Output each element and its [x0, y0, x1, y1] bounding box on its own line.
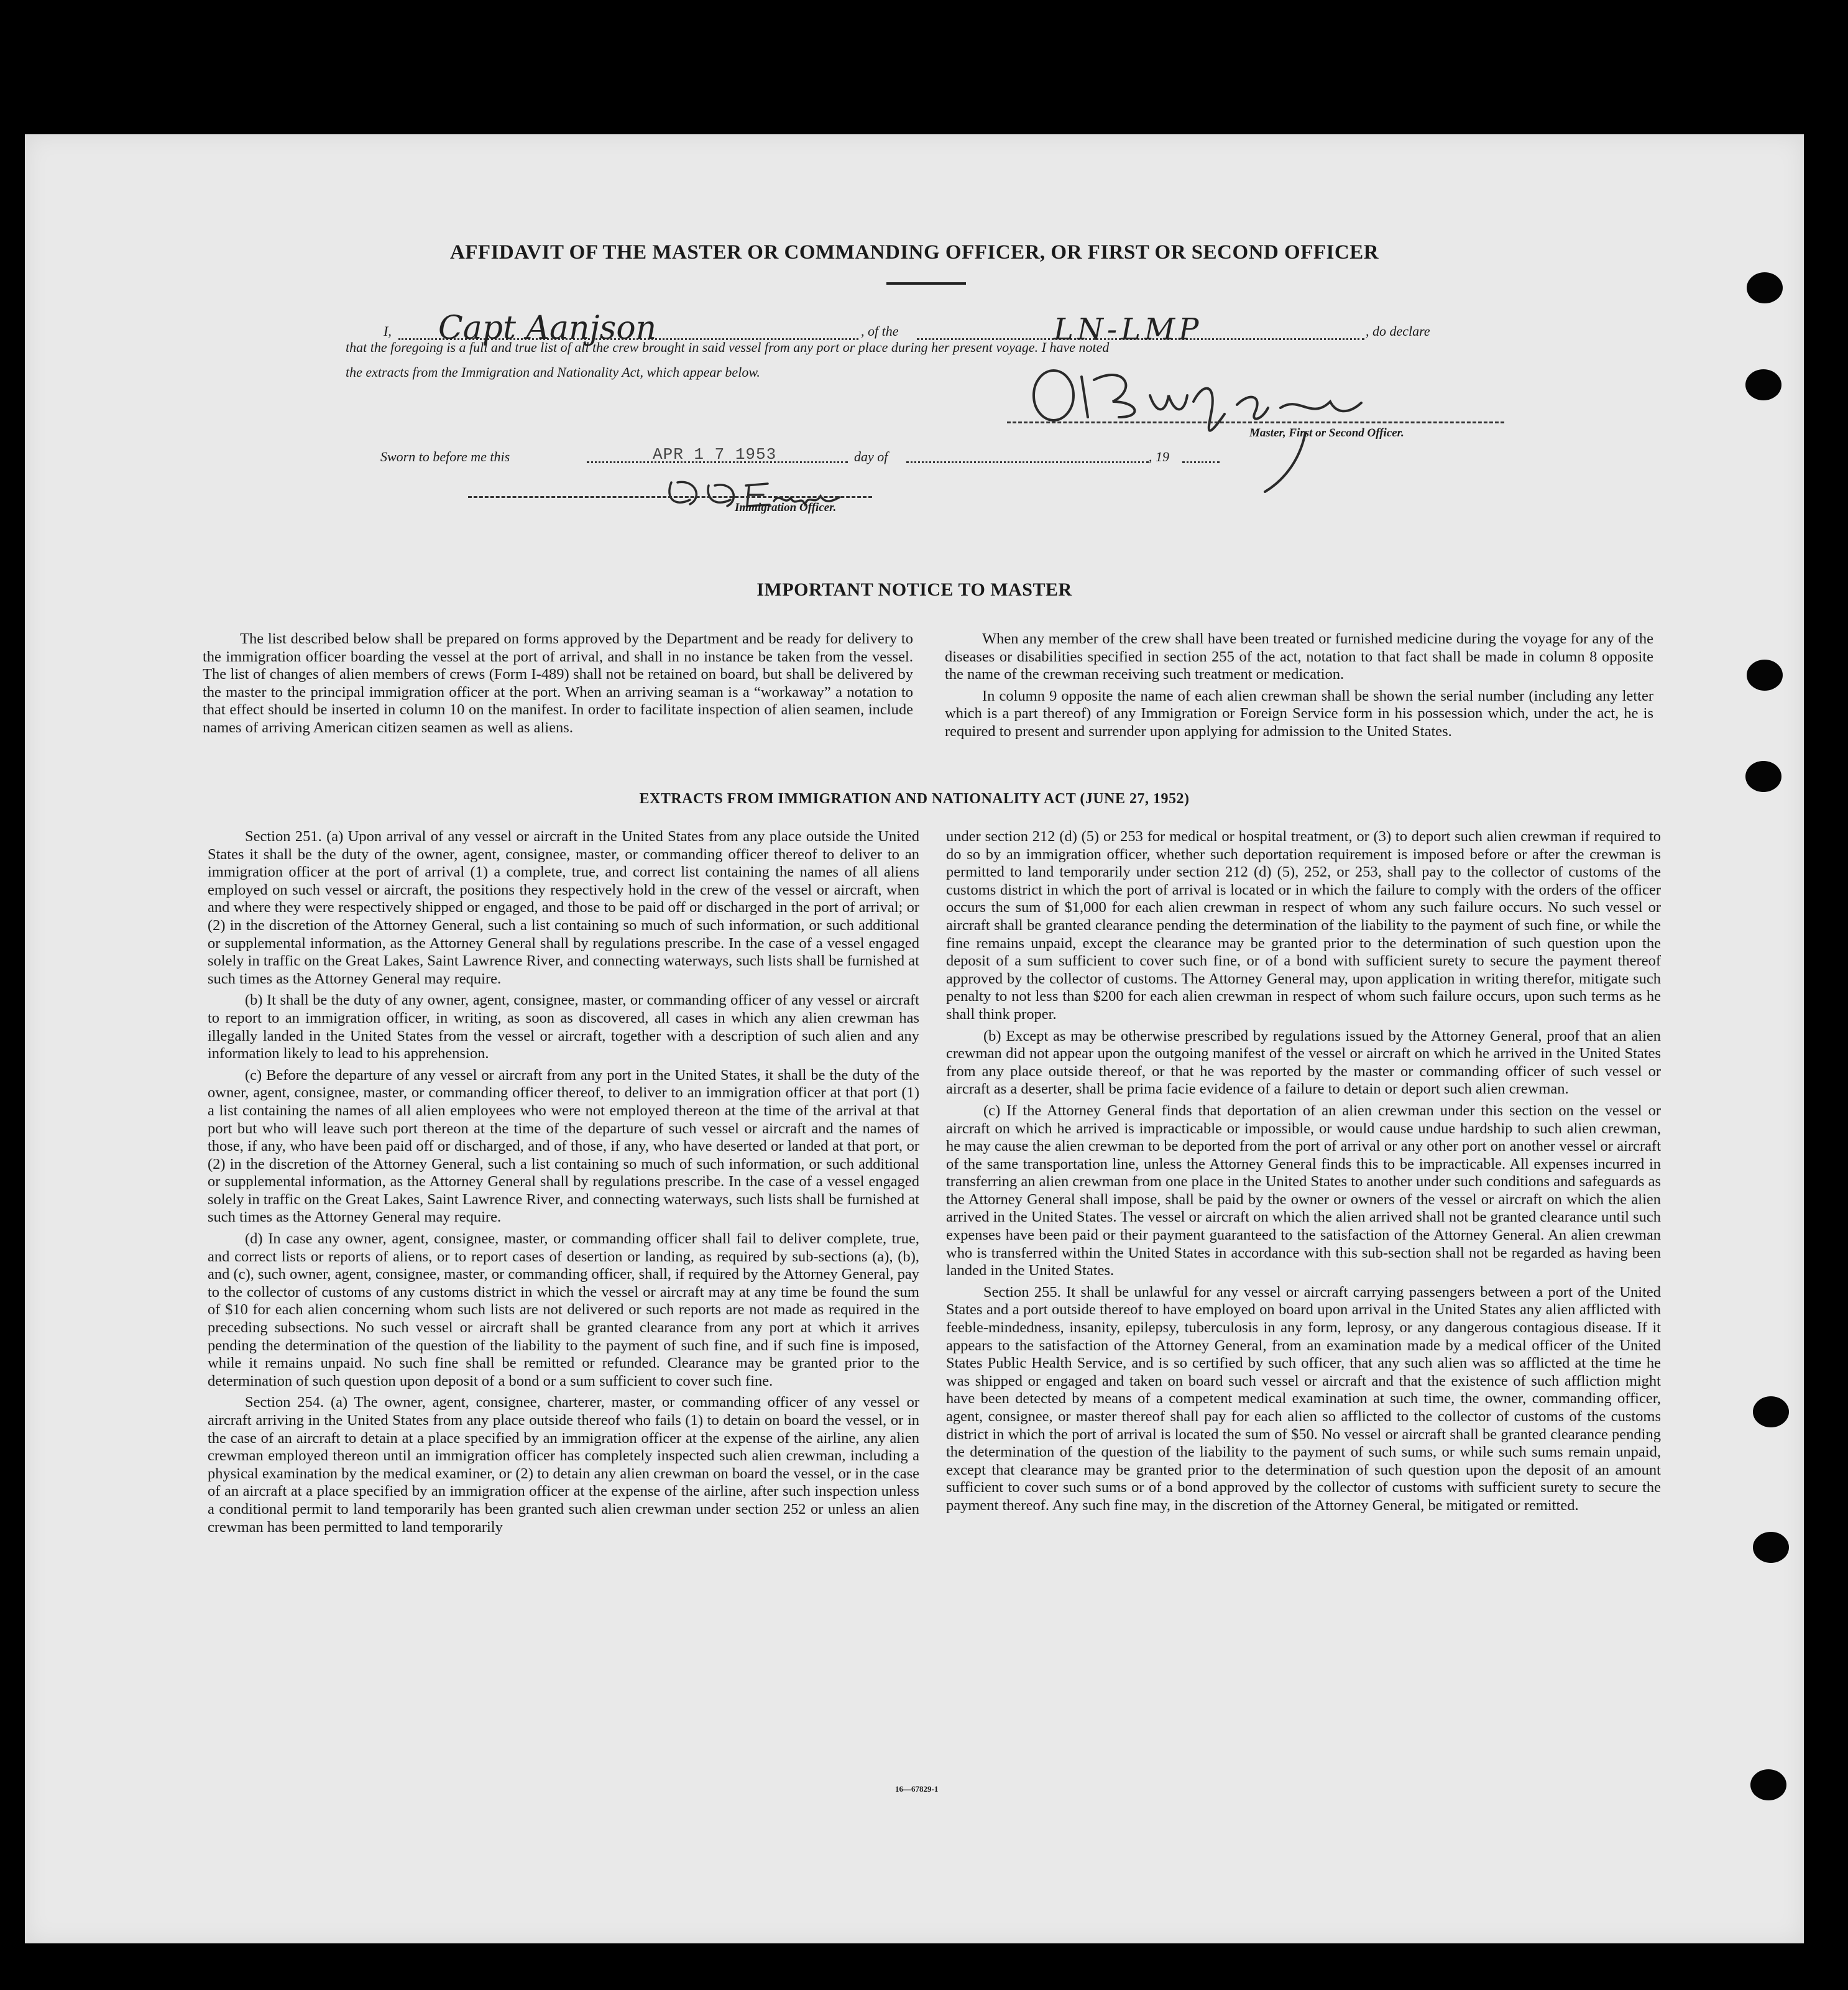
of-the-label: , of the — [861, 323, 899, 339]
extracts-left-column — [208, 828, 919, 1540]
form-number: 16—67829-1 — [895, 1784, 939, 1794]
section-251-a: Section 251. (a) Upon arrival of any vessel or aircraft in the United States from any place outside the United States it shall be the duty of the owner, agent, consignee, master, or commanding officer thereof to deliver to an immigration officer at the port of arrival (1) a complete, true, and correct list containing the names of all aliens employed on such vessel or aircraft, the positions they respectively hold in the crew of the vessel or aircraft, when and where they were respectively shipped or engaged, and those to be paid off or discharged in the port of arrival; or (2) in the discretion of the Attorney General, such a list containing so much of such information, or such additional or supplemental information, as the Attorney General shall by regulations prescribe. In the case of a vessel engaged solely in traffic on the Great Lakes, Saint Lawrence River, and connecting waterways, such lists shall be furnished at such times as the Attorney General may require. — [208, 828, 919, 987]
punch-hole — [1745, 761, 1781, 792]
officer-label: Immigration Officer. — [735, 501, 837, 514]
punch-hole — [1753, 1532, 1789, 1563]
month-field — [906, 461, 1149, 463]
officer-signature-line — [468, 496, 872, 498]
title-divider — [886, 282, 966, 285]
master-signature-line — [1007, 421, 1504, 423]
i-label: I, — [384, 323, 392, 339]
section-254-a-cont: under section 212 (d) (5) or 253 for medical or hospital treatment, or (3) to deport such alien crewman if required to do so by an immigration officer, whether such deportation requirement is imposed before or after the crewman is permitted to land temporarily under section 212 (d) (5), 252, or 253, shall pay to the collector of customs of the customs district in which the port of arrival is located or in which the failure to comply with the orders of the officer occurs the sum of $1,000 for each alien crewman in respect of whom any such failure occurs. No such vessel or aircraft shall be granted clearance pending the determination of the liability to the payment of such fine, or while the fine remains unpaid, except the clearance may be granted prior to the determination of such question upon the deposit of a sum sufficient to cover such fine, or of a bond with sufficient surety to secure the payment thereof approved by the collector of customs. The Attorney General may, upon application in writing therefor, mitigate such penalty to not less than $200 for each alien crewman in respect of whom such failure occurs, upon such terms as he shall think proper. — [946, 828, 1661, 1023]
section-254-a: Section 254. (a) The owner, agent, consignee, charterer, master, or commanding officer of any vessel or aircraft arriving in the United States from any place outside thereof who fails (1) to detain on board the vessel, or in the case of an aircraft to detain at a place specified by an immigration officer at the expense of the airline, any alien crewman employed thereon until an immigration officer has completely inspected such alien crewman, including a physical examination by the medical examiner, or (2) to detain any alien crewman on board the vessel, or in the case of an aircraft at a place specified by an immigration officer at the expense of the airline, after such inspection unless a conditional permit to land temporarily has been granted such alien crewman under section 252 or unless an alien crewman has been permitted to land temporarily — [208, 1394, 919, 1536]
notice-right-column — [945, 630, 1653, 745]
punch-hole — [1750, 1769, 1786, 1800]
section-254-c: (c) If the Attorney General finds that deportation of an alien crewman under this section on the vessel or aircraft on which he arrived is impracticable or impossible, or would cause undue hardship to such alien crewman, he may cause the alien crewman to be deported from the port of arrival or any other port on another vessel or aircraft of the same transportation line, unless the Attorney General finds this to be impracticable. All expenses incurred in transferring an alien crewman from one place in the United States to another under such conditions and safeguards as the Attorney General shall impose, shall be paid by the owner or owners of the vessel or aircraft on which the alien arrived in the United States. The vessel or aircraft on which the alien arrived shall not be granted clearance until such expenses have been paid or their payment guaranteed to the satisfaction of the Attorney General. An alien crewman who is transferred within the United States in accordance with this sub-section shall not be regarded as having been landed in the United States. — [946, 1102, 1661, 1279]
section-251-c: (c) Before the departure of any vessel or aircraft from any port in the United States, it shall be the duty of the owner, agent, consignee, master, or commanding officer thereof, to deliver to an immigration officer at that port (1) a list containing the names of all alien employees who were not employed thereon at the time of the arrival at that port but who will leave such port thereon at the time of the departure of such vessel or aircraft and the names of those, if any, who have been paid off or discharged, and of those, if any, who have deserted or landed at that port, or (2) in the discretion of the Attorney General, such a list containing so much of such information, or such additional or supplemental information, as the Attorney General shall by regulations prescribe. In the case of a vessel engaged solely in traffic on the Great Lakes, Saint Lawrence River, and connecting waterways, such lists shall be furnished at such times as the Attorney General may require. — [208, 1066, 919, 1226]
section-251-b: (b) It shall be the duty of any owner, agent, consignee, master, or commanding officer of any vessel or aircraft to report to an immigration officer, in writing, as soon as discovered, all cases in which any alien crewman has illegally landed in the United States from the vessel or aircraft, together with a description of such alien and any information likely to lead to his apprehension. — [208, 992, 919, 1062]
affidavit-title: AFFIDAVIT OF THE MASTER OR COMMANDING OFFICER, OR FIRST OR SECOND OFFICER — [449, 241, 1379, 264]
day-of-label: day of — [854, 449, 888, 464]
affidavit-line-3: the extracts from the Immigration and Nationality Act, which appear below. — [346, 364, 760, 380]
master-label: Master, First or Second Officer. — [1249, 426, 1404, 440]
notice-left-column — [203, 630, 913, 741]
sworn-date-stamp: APR 1 7 1953 — [653, 445, 777, 464]
vessel-name-handwriting: LN-LMP — [1054, 312, 1203, 347]
notice-title: IMPORTANT NOTICE TO MASTER — [756, 579, 1072, 600]
section-251-d: (d) In case any owner, agent, consignee, master, or commanding officer shall fail to deliver complete, true, and correct lists or reports of aliens, or to report cases of desertion or landing, as required by sub-sections (a), (b), and (c), such owner, agent, consignee, master, or commanding officer, shall, if required by the Attorney General, pay to the collector of customs of any customs district in which the vessel or aircraft may at any time be found the sum of $10 for each alien concerning whom such lists are not delivered or such reports are not made as required in the preceding subsections. No such vessel or aircraft shall be granted clearance from any port at which it arrives pending the determination of the question of the liability to the payment of such fine, and if such fine is imposed, while it remains unpaid. No such fine shall be remitted or refunded. Clearance may be granted prior to the determination of such question upon deposit of a bond or a sum sufficient to cover such fine. — [208, 1230, 919, 1389]
punch-hole — [1753, 1396, 1789, 1427]
notice-right-text-2: In column 9 opposite the name of each alien crewman shall be shown the serial number (including any letter which is a part thereof) of any Immigration or Foreign Service form in his possession which, under the act, he is required to present and surrender upon applying for admission to the United States. — [945, 687, 1653, 740]
extracts-title: EXTRACTS FROM IMMIGRATION AND NATIONALITY ACT (JUNE 27, 1952) — [639, 791, 1190, 807]
punch-hole — [1747, 660, 1783, 691]
punch-hole — [1747, 272, 1783, 303]
document-page — [25, 134, 1804, 1943]
notice-left-text: The list described below shall be prepared on forms approved by the Department and be ready for delivery to the immigration officer boarding the vessel at the port of arrival, and shall in no instance be taken from the vessel. The list of changes of alien members of crews (Form I-489) shall not be retained on board, but shall be delivered by the master to the principal immigration officer at the port. When an arriving seaman is a “workaway” a notation to that effect should be inserted in column 10 on the manifest. In order to facilitate inspection of alien seamen, include names of arriving American citizen seamen as well as aliens. — [203, 630, 913, 736]
captain-name-handwriting: Capt Aanjson — [438, 310, 657, 347]
punch-hole — [1745, 369, 1781, 400]
notice-right-text-1: When any member of the crew shall have been treated or furnished medicine during the voyage for any of the diseases or disabilities specified in section 255 of the act, notation to that fact shall be made in column 8 opposite the name of the crewman receiving such treatment or medication. — [945, 630, 1653, 683]
year-field — [1182, 461, 1220, 463]
extracts-right-column — [946, 828, 1661, 1519]
sworn-label: Sworn to before me this — [380, 449, 510, 464]
section-255: Section 255. It shall be unlawful for any vessel or aircraft carrying passengers between a port of the United States and a port outside thereof to have employed on board upon arrival in the United States any alien afflicted with feeble-mindedness, insanity, epilepsy, tuberculosis in any form, leprosy, or any dangerous contagious disease. If it appears to the satisfaction of the Attorney General, from an examination made by a medical officer of the United States Public Health Service, and is so certified by such officer, that any such alien was so afflicted at the time he was shipped or engaged and taken on board such vessel or aircraft and that the existence of such affliction might have been detected by means of a competent medical examination at such time, the owner, commanding officer, agent, consignee, or master thereof shall pay for each alien so afflicted to the collector of customs of the customs district in which the port of arrival is located the sum of $50. No vessel or aircraft shall be granted clearance pending the determination of the question of the liability to the payment of such sums, or while such sums remain unpaid, except that clearance may be granted prior to the determination of such question upon the deposit of an amount sufficient to cover such sums or of a bond approved by the collector of customs with sufficient surety to secure the payment thereof. Any such fine may, in the discretion of the Attorney General, be mitigated or remitted. — [946, 1283, 1661, 1514]
affidavit-line-2: that the foregoing is a full and true list of all the crew brought in said vessel from any port or place during her present voyage. I have noted — [346, 339, 1110, 355]
section-254-b: (b) Except as may be otherwise prescribed by regulations issued by the Attorney General, proof that an alien crewman did not appear upon the outgoing manifest of the vessel or aircraft on which he arrived in the United States from any place outside thereof, or that he was reported by the master or commanding officer of such vessel or aircraft as a deserter, shall be prima facie evidence of a failure to detain or deport such alien crewman. — [946, 1027, 1661, 1098]
do-declare-label: , do declare — [1366, 323, 1430, 339]
year-label: , 19 — [1149, 449, 1169, 464]
